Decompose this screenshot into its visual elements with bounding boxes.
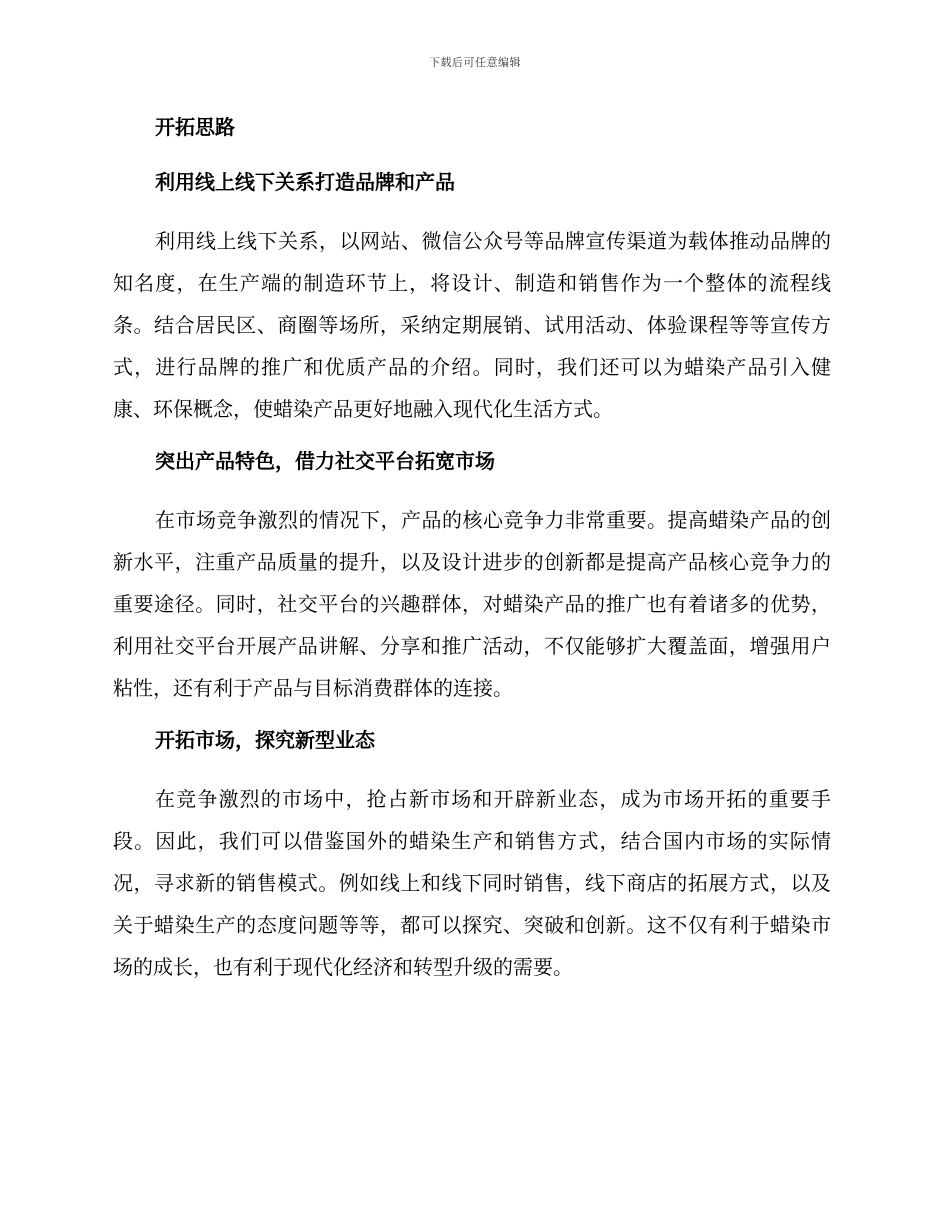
heading-social-platform-market: 突出产品特色，借力社交平台拓宽市场 — [155, 449, 495, 473]
heading-new-business-forms: 开拓市场，探究新型业态 — [155, 728, 375, 752]
paragraph-brand-and-products: 利用线上线下关系，以网站、微信公众号等品牌宣传渠道为载体推动品牌的知名度，在生产端的制造环节上，将设计、制造和销售作为一个整体的流程线条。结合居民区、商圈等场所，采纳定期展销、试用活动、体验课程等等宣传方式，进行品牌的推广和优质产品的介绍。同时，我们还可以为蜡染产品引入健康、环保概念，使蜡染产品更好地融入现代化生活方式。 — [113, 229, 831, 421]
header-note: 下载后可任意编辑 — [429, 56, 521, 69]
section-title: 开拓思路 — [155, 115, 235, 139]
heading-brand-and-products: 利用线上线下关系打造品牌和产品 — [155, 170, 455, 194]
paragraph-social-platform-market: 在市场竞争激烈的情况下，产品的核心竞争力非常重要。提高蜡染产品的创新水平，注重产品质量的提升，以及设计进步的创新都是提高产品核心竞争力的重要途径。同时，社交平台的兴趣群体，对蜡染产品的推广也有着诸多的优势，利用社交平台开展产品讲解、分享和推广活动，不仅能够扩大覆盖面，增强用户粘性，还有利于产品与目标消费群体的连接。 — [113, 508, 831, 700]
paragraph-new-business-forms: 在竞争激烈的市场中，抢占新市场和开辟新业态，成为市场开拓的重要手段。因此，我们可以借鉴国外的蜡染生产和销售方式，结合国内市场的实际情况，寻求新的销售模式。例如线上和线下同时销售，线下商店的拓展方式，以及关于蜡染生产的态度问题等等，都可以探究、突破和创新。这不仅有利于蜡染市场的成长，也有利于现代化经济和转型升级的需要。 — [113, 787, 831, 979]
document-content — [113, 110, 831, 1002]
